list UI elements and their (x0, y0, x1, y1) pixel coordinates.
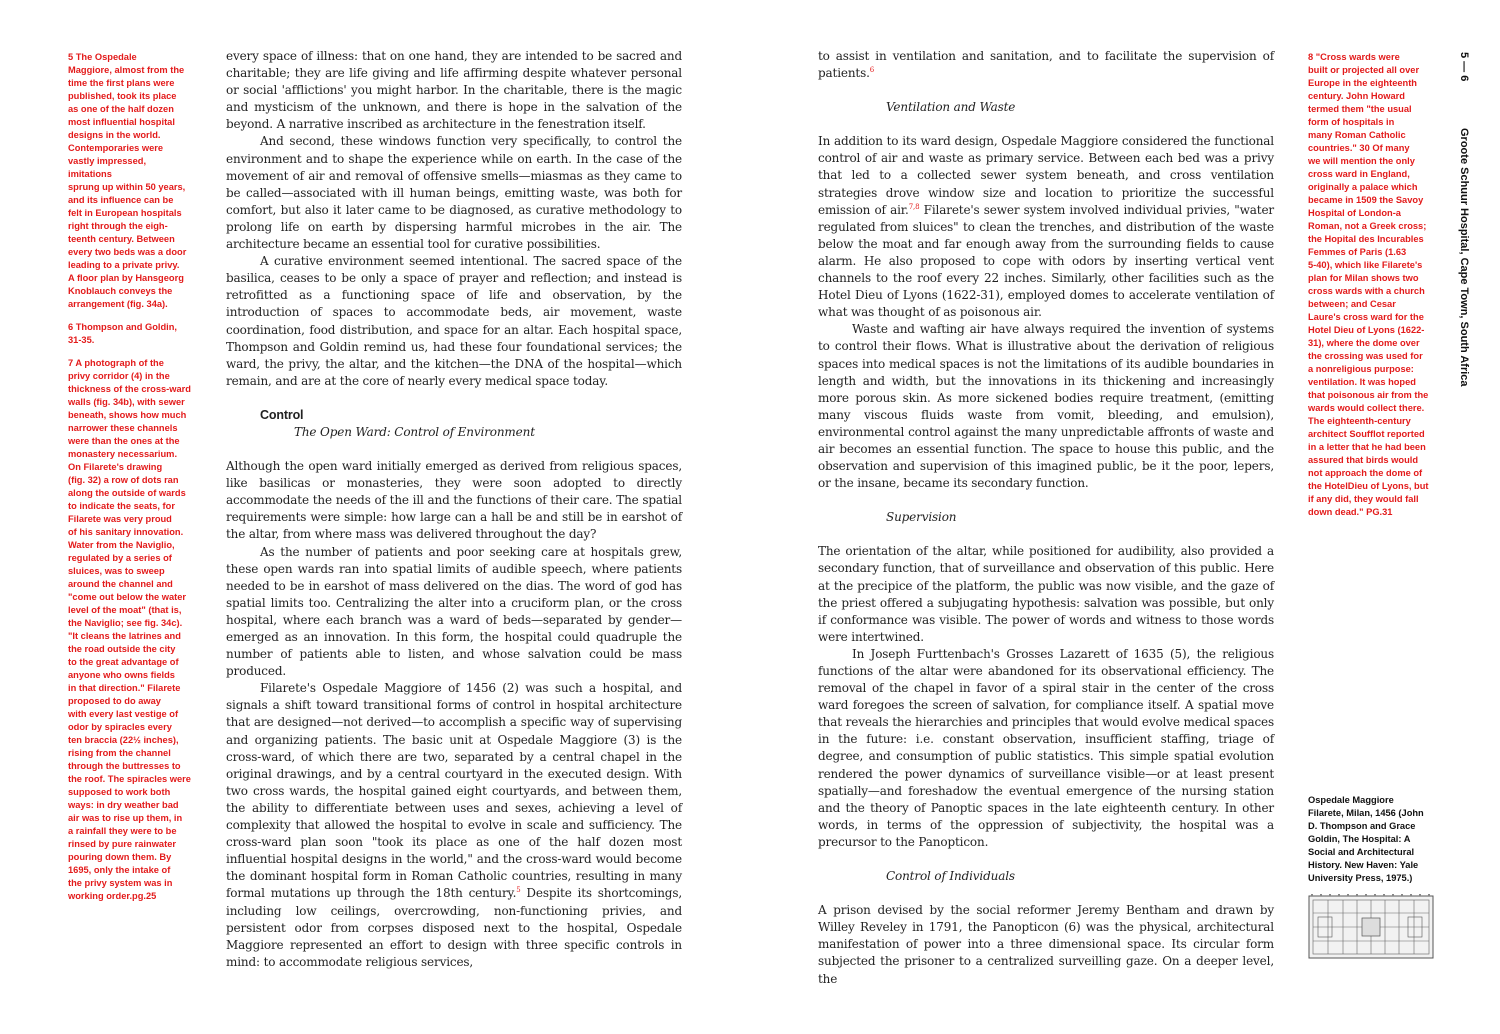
paragraph: A curative environment seemed intentional. The sacred space of the basilica, ceases to be only a space of prayer and reflection; and instead is retrofitted as a functioning space of life and observation, by the introduction of spaces to accommodate beds, air movement, waste coordination, food distribution, and space for an altar. Each hospital space, Thompson and Goldin remind us, had these four foundational services; the ward, the privy, the altar, and the kitchen—the DNA of the hospital—which remain, and are at the core of nearly every medical space today. (226, 254, 682, 388)
subheading: Supervision (886, 510, 957, 525)
paragraph: Although the open ward initially emerged as derived from religious spaces, like basilicas or monasteries, they were soon adopted to directly accommodate the needs of the ill and the functions of their care. The spatial requirements were simple: how large can a hall be and still be in earshot of the altar, from where mass was delivered throughout the day? (226, 459, 682, 542)
right-body-column (818, 48, 1274, 988)
running-head-page-range: 5 — 6 (1458, 52, 1470, 82)
floor-plan-thumbnail (1308, 893, 1434, 961)
sidenote-8: 8 "Cross wards were built or projected all over Europe in the eighteenth century. John Howard termed them "the usual form of hospitals in many Roman Catholic countries." 30 Of many we will mention the only cross ward in England, originally a palace which became in 1509 the Savoy Hospital of London-a Roman, not a Greek cross; the Hopital des Incurables Femmes of Paris (1.63 5-40), which like Filarete's plan for Milan shows two cross wards with a church between; and Cesar Laure's cross ward for the Hotel Dieu of Lyons (1622- 31), where the dome over the crossing was used for a nonreligious purpose: ventilation. It was hoped that poisonous air from the wards would collect there. The eighteenth-century architect Soufflot reported in a letter that he had been assured that birds would not approach the dome of the HotelDieu of Lyons, but if any did, they would fall down dead." PG.31 (1308, 52, 1429, 517)
footnote-marker[interactable]: 5 (516, 886, 521, 895)
paragraph: Waste and wafting air have always required the invention of systems to control their flows. What is illustrative about the derivation of religious spaces into medical spaces is not the limitations of its audible boundaries in length and width, but the innovations in its thickening and increasingly more porous skin. As more sickened bodies require treatment, (emitting many viscous fluids waste from vomit, bleeding, and emulsion), environmental control against the many unpredictable affronts of waste and air becomes an essential function. The space to house this public, and the observation and supervision of this imagined public, be it the poor, lepers, or the insane, became its secondary function. (818, 322, 1274, 491)
sidenote-7: 7 A photograph of the privy corridor (4) in the thickness of the cross-ward walls (fig. 34b), with sewer beneath, shows how much narrower these channels were than the ones at the monastery necessarium. On Filarete's drawing (fig. 32) a row of dots ran along the outside of wards to indicate the seats, for Filarete was very proud of his sanitary innovation. Water from the Naviglio, regulated by a series of sluices, was to sweep around the channel and "come out below the water level of the moat" (that is, the Naviglio; see fig. 34c). "It cleans the latrines and the road outside the city to the great advantage of anyone who owns fields in that direction." Filarete proposed to do away with every last vestige of odor by spiracles every ten braccia (22½ inches), rising from the channel through the buttresses to the roof. The spiracles were supposed to work both ways: in dry weather bad air was to rise up them, in a rainfall they were to be rinsed by pure rainwater pouring down them. By 1695, only the intake of the privy system was in working order.pg.25 (68, 358, 191, 901)
paragraph (226, 680, 682, 971)
sidenote-5: 5 The Ospedale Maggiore, almost from the time the first plans were published, took its place as one of the half dozen most influential hospital designs in the world. Contemporaries were vastly impressed, imitations sprung up within 50 years, and its influence can be felt in European hospitals right through the eigh- teenth century. Between every two beds was a door leading to a private privy. A floor plan by Hansgeorg Knoblauch conveys the arrangement (fig. 34a). (68, 52, 187, 309)
floor-plan-drawing (1308, 893, 1434, 961)
paragraph-text: to assist in ventilation and sanitation, and to facilitate the supervision of patients. (818, 49, 1274, 81)
paragraph-text: Despite its shortcomings, including low ceilings, overcrowding, non-functioning privies, and persistent odor from corpses disposed next to the hospital, Ospedale Maggiore represented an effort to design with three specific controls in mind: to accommodate religious services, (226, 886, 682, 969)
paragraph: In Joseph Furttenbach's Grosses Lazarett of 1635 (5), the religious functions of the altar were abandoned for its observational efficiency. The removal of the chapel in favor of a spiral stair in the center of the cross ward foregoes the screen of salvation, for compliance itself. A spatial move that reveals the hierarchies and principles that would evolve medical spaces in the future: i.e. constant observation, insufficient staffing, triage of degree, and consumption of public statistics. This simple spatial evolution rendered the power dynamics of surveillance visible—or at least present spatially—and foreshadow the eventual emergence of the nursing station and the theory of Panoptic spaces in the late eighteenth century. In other words, in terms of the oppression of subjectivity, the hospital was a precursor to the Panopticon. (818, 646, 1274, 849)
paragraph: The orientation of the altar, while positioned for audibility, also provided a secondary function, that of surveillance and observation of this public. Here at the precipice of the platform, the public was now visible, and the gaze of the priest offered a subjugating hypothesis: salvation was possible, but only if conformance was visible. The power of words and witness to those words were intertwined. (818, 544, 1274, 644)
subheading: The Open Ward: Control of Environment (294, 424, 535, 439)
paragraph: As the number of patients and poor seeking care at hospitals grew, these open wards ran into spatial limits of audible speech, where patients needed to be in earshot of mass delivered on the dias. The word of god has spatial limits too. Centralizing the alter into a cruciform plan, or the cross hospital, where each branch was a ward of beds—separated by gender—emerged as an innovation. In this form, the hospital could quadruple the number of patients able to listen, and whose salvation could be mass produced. (226, 544, 682, 679)
paragraph (818, 48, 1274, 82)
paragraph-text: Filarete's Ospedale Maggiore of 1456 (2) was such a hospital, and signals a shift toward transitional forms of control in hospital architecture that are designed—not derived—to accomplish a specific way of supervising and organizing patients. The basic unit at Ospedale Maggiore (3) is the cross-ward, of which there are two, separated by a central chapel in the original drawings, and by a central courtyard in the executed design. With two cross wards, the hospital gained eight courtyards, and between them, the ability to differentiate between uses and sexes, achieving a level of complexity that allowed the hospital to evolve in scale and sufficiency. The cross-ward plan soon "took its place as one of the half dozen most influential hospital designs in the world," and the cross-ward would become the dominant hospital form in Roman Catholic countries, resulting in many formal mutations up through the 18th century. (226, 681, 682, 901)
paragraph (818, 133, 1274, 321)
paragraph-text: Filarete's sewer system involved individual privies, "water regulated from sluices" to clean the trenches, and distribution of the waste below the moat and far enough away from the surrounding fields to cause alarm. He also proposed to cope with odors by inserting vertical vent channels to the roof every 22 inches. Similarly, other facilities such as the Hotel Dieu of Lyons (1622-31), employed domes to accelerate ventilation of what was thought of as poisonous air. (818, 202, 1275, 320)
subheading: Ventilation and Waste (886, 100, 1016, 115)
sidenote-6: 6 Thompson and Goldin, 31-35. (68, 322, 177, 345)
paragraph-text: In addition to its ward design, Ospedale Maggiore considered the functional control of air and waste as primary service. Between each bed was a privy that led to a collected sewer system beneath, and cross ventilation strategies drove window size and location to prioritize the successful emission of air. (818, 134, 1274, 217)
paragraph: A prison devised by the social reformer Jeremy Bentham and drawn by Willey Reveley in 1791, the Panopticon (6) was the physical, architectural manifestation of power into a three dimensional space. Its circular form subjected the prisoner to a centralized surveilling gaze. On a deeper level, the (818, 903, 1274, 986)
running-head-title: Groote Schuur Hospital, Cape Town, South Africa (1458, 128, 1470, 387)
subheading: Control of Individuals (886, 869, 1015, 884)
figure-caption: Ospedale Maggiore Filarete, Milan, 1456 (John D. Thompson and Grace Goldin, The Hospital: A Social and Architectural History. New Haven: Yale University Press, 1975.) (1308, 795, 1424, 883)
left-body-column (226, 48, 682, 971)
section-heading: Control (260, 407, 304, 422)
left-sidenotes (68, 51, 192, 913)
paragraph: every space of illness: that on one hand, they are intended to be sacred and charitable; they are life giving and life affirming despite whatever personal or social 'afflictions' you might harbor. In the charitable, there is the magic and mysticism of the unknown, and there is hope in the salvation of the beyond. A narrative inscribed as architecture in the fenestration itself. (226, 49, 682, 132)
paragraph: And second, these windows function very specifically, to control the environment and to shape the experience while on earth. In the case of the movement of air and removal of offensive smells—miasmas as they came to be called—associated with ill human beings, emitting waste, was both for comfort, but also it later came to be diagnosed, as curative methodology to prolong life on earth by dispersing harmful microbes in the air. The architecture became an essential tool for curative possibilities. (226, 134, 682, 252)
footnote-marker[interactable]: 6 (869, 66, 875, 75)
footnote-marker[interactable]: 7,8 (908, 202, 920, 211)
right-sidenotes (1308, 51, 1434, 529)
